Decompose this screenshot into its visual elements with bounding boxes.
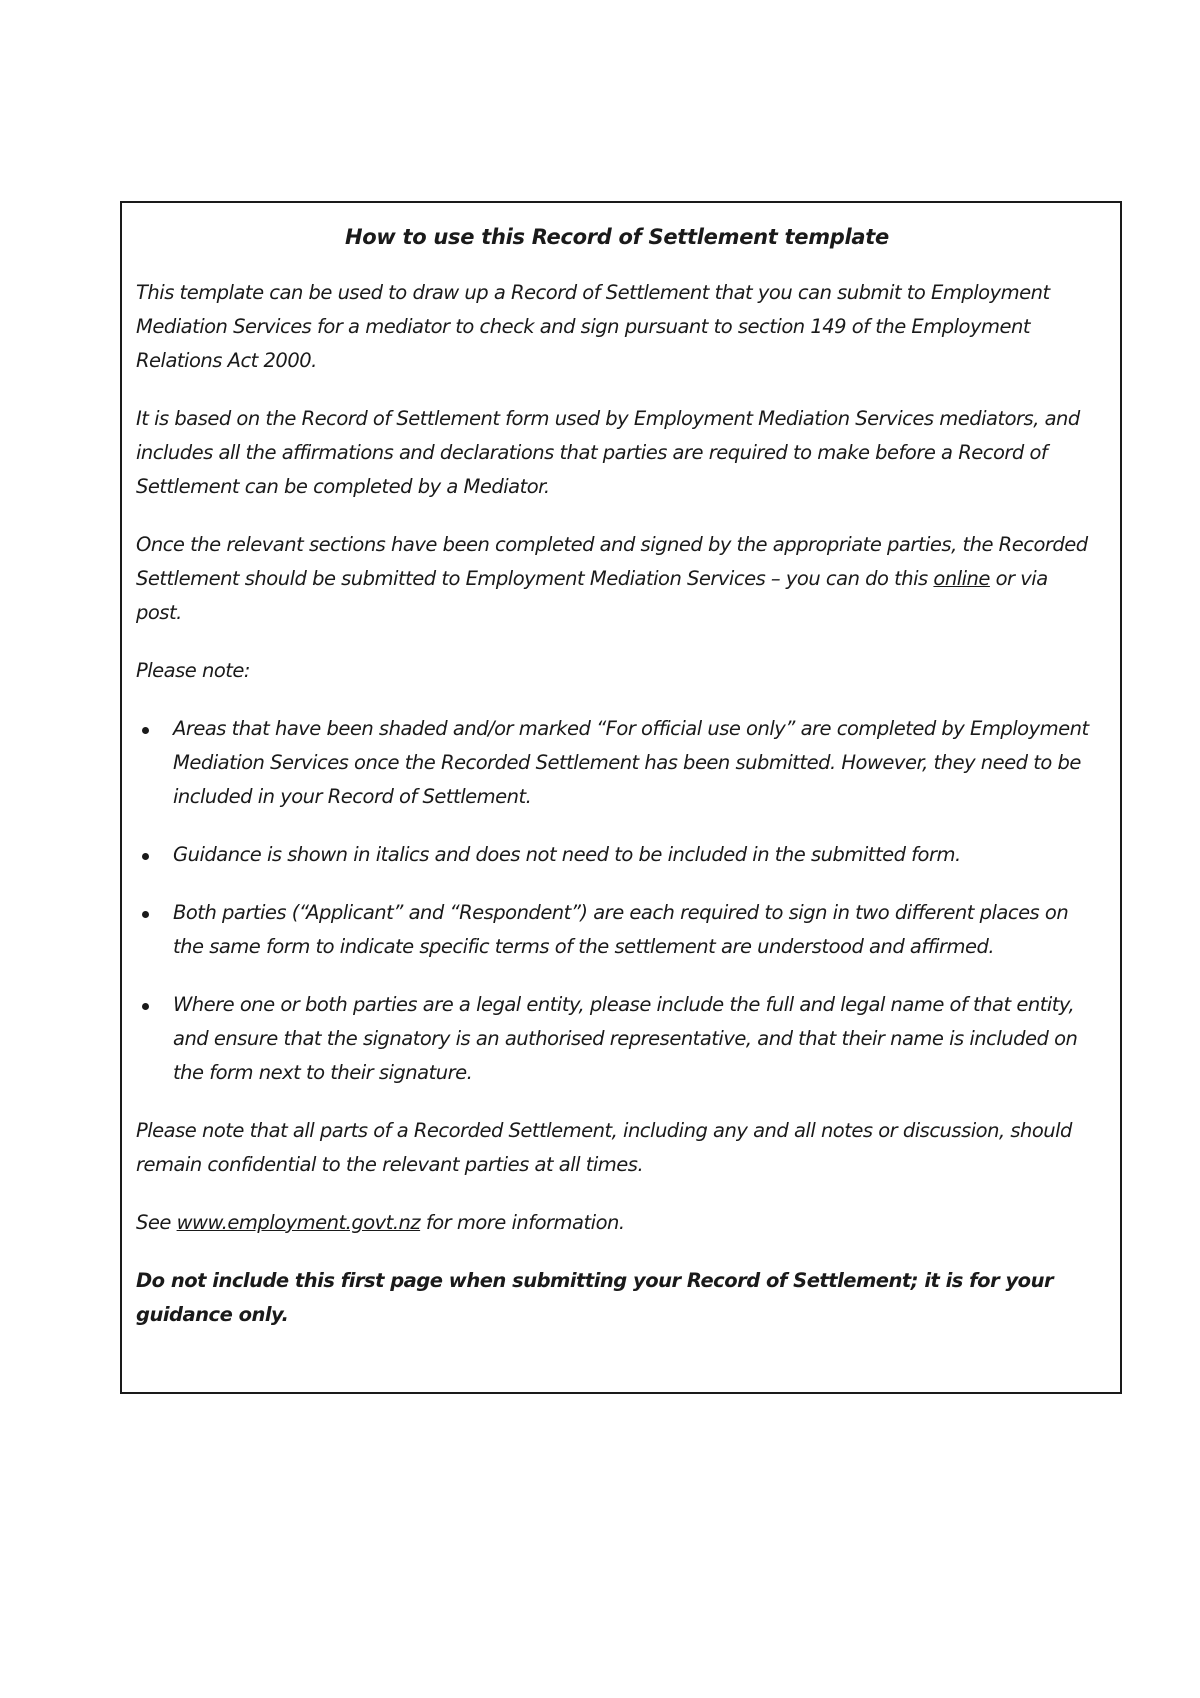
bullet-icon — [142, 853, 149, 860]
more-info-paragraph — [136, 1206, 1098, 1240]
list-item — [136, 712, 1098, 814]
note-text: Areas that have been shaded and/or marked “For official use only” are completed by Employment Mediation Services once the Recorded Settlement has been submitted. However, they need to be included in your Record of Settlement. — [173, 717, 1089, 808]
basis-paragraph: It is based on the Record of Settlement form used by Employment Mediation Services mediators, and includes all the affirmations and declarations that parties are required to make before a Record of Settlement can be completed by a Mediator. — [136, 407, 1080, 498]
note-text: Where one or both parties are a legal entity, please include the full and legal name of that entity, and ensure that the signatory is an authorised representative, and that their name is included on the form next to their signature. — [173, 993, 1078, 1084]
bullet-icon — [142, 911, 149, 918]
submission-paragraph — [136, 528, 1098, 630]
confidentiality-paragraph: Please note that all parts of a Recorded Settlement, including any and all notes or discussion, should remain confidential to the relevant parties at all times. — [136, 1119, 1072, 1176]
list-item — [136, 838, 1098, 872]
bullet-icon — [142, 1003, 149, 1010]
more-info-prefix: See — [136, 1211, 177, 1234]
employment-website-link[interactable]: www.employment.govt.nz — [176, 1211, 421, 1234]
list-item — [136, 988, 1098, 1090]
guidance-title: How to use this Record of Settlement template — [345, 225, 889, 249]
submission-text: Once the relevant sections have been completed and signed by the appropriate parties, the Recorded Settlement should be submitted to Employment Mediation Services – you can do this — [136, 533, 1088, 590]
more-info-suffix: for more information. — [420, 1211, 625, 1234]
bullet-icon — [142, 727, 149, 734]
online-link[interactable]: online — [933, 567, 990, 590]
note-text: Both parties (“Applicant” and “Respondent”) are each required to sign in two different places on the same form to indicate specific terms of the settlement are understood and affirmed. — [173, 901, 1069, 958]
list-item — [136, 896, 1098, 964]
intro-paragraph: This template can be used to draw up a Record of Settlement that you can submit to Employment Mediation Services for a mediator to check and sign pursuant to section 149 of the Employment Relations Act 2000. — [136, 281, 1050, 372]
note-text: Guidance is shown in italics and does not need to be included in the submitted form. — [173, 843, 961, 866]
please-note-label: Please note: — [136, 659, 250, 682]
submission-text-end: or via post. — [136, 567, 1048, 624]
final-note: Do not include this first page when submitting your Record of Settlement; it is for your guidance only. — [136, 1269, 1054, 1326]
guidance-box — [120, 201, 1122, 1394]
notes-list — [136, 712, 1098, 1090]
